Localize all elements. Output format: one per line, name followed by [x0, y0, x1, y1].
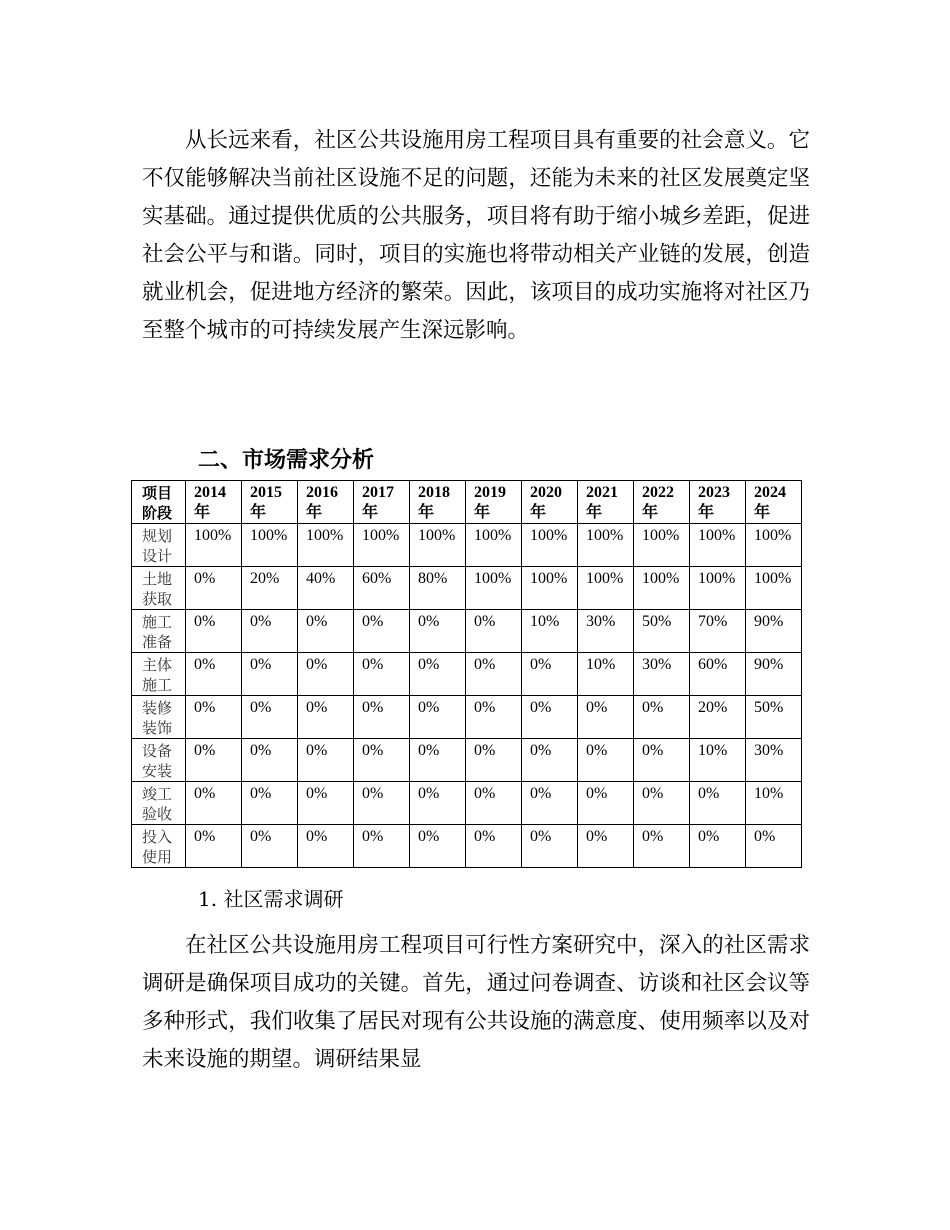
- table-cell: 10%: [522, 610, 578, 653]
- stage-label: 规划设计: [132, 524, 186, 567]
- table-cell: 20%: [242, 567, 298, 610]
- year-header: 2019年: [466, 481, 522, 524]
- table-cell: 60%: [690, 653, 746, 696]
- table-cell: 0%: [690, 782, 746, 825]
- table-row: [132, 696, 802, 739]
- table-cell: 0%: [410, 610, 466, 653]
- table-cell: 0%: [634, 825, 690, 868]
- stage-label: 土地获取: [132, 567, 186, 610]
- table-cell: 30%: [634, 653, 690, 696]
- table-cell: 100%: [746, 524, 802, 567]
- table-cell: 0%: [522, 739, 578, 782]
- table-row: [132, 825, 802, 868]
- table-cell: 90%: [746, 610, 802, 653]
- table-cell: 0%: [242, 739, 298, 782]
- table-cell: 0%: [466, 653, 522, 696]
- table-row: [132, 567, 802, 610]
- table-cell: 70%: [690, 610, 746, 653]
- year-header: 2024年: [746, 481, 802, 524]
- table-row: [132, 524, 802, 567]
- table-cell: 0%: [298, 696, 354, 739]
- table-cell: 100%: [186, 524, 242, 567]
- table-cell: 30%: [578, 610, 634, 653]
- year-header: 2018年: [410, 481, 466, 524]
- table-cell: 0%: [410, 696, 466, 739]
- table-cell: 50%: [634, 610, 690, 653]
- table-cell: 100%: [242, 524, 298, 567]
- table-cell: 0%: [354, 653, 410, 696]
- table-cell: 100%: [298, 524, 354, 567]
- table-cell: 0%: [410, 825, 466, 868]
- table-cell: 0%: [354, 825, 410, 868]
- table-cell: 30%: [746, 739, 802, 782]
- table-cell: 100%: [634, 524, 690, 567]
- table-cell: 10%: [690, 739, 746, 782]
- project-progress-table: [131, 480, 802, 868]
- table-cell: 0%: [578, 739, 634, 782]
- table-cell: 0%: [186, 653, 242, 696]
- table-cell: 0%: [186, 739, 242, 782]
- table-row: [132, 610, 802, 653]
- table-cell: 0%: [242, 653, 298, 696]
- table-cell: 0%: [242, 825, 298, 868]
- table-cell: 80%: [410, 567, 466, 610]
- stage-label: 施工准备: [132, 610, 186, 653]
- table-cell: 0%: [466, 696, 522, 739]
- table-cell: 40%: [298, 567, 354, 610]
- table-cell: 100%: [522, 524, 578, 567]
- table-cell: 0%: [186, 825, 242, 868]
- year-header: 2017年: [354, 481, 410, 524]
- table-cell: 0%: [298, 610, 354, 653]
- table-cell: 0%: [466, 739, 522, 782]
- year-header: 2021年: [578, 481, 634, 524]
- table-cell: 100%: [522, 567, 578, 610]
- table-cell: 100%: [578, 567, 634, 610]
- table-cell: 0%: [522, 782, 578, 825]
- table-cell: 0%: [578, 782, 634, 825]
- table-cell: 0%: [578, 825, 634, 868]
- table-cell: 0%: [186, 567, 242, 610]
- table-row: [132, 782, 802, 825]
- table-cell: 0%: [746, 825, 802, 868]
- table-cell: 0%: [522, 653, 578, 696]
- table-cell: 10%: [578, 653, 634, 696]
- table-cell: 0%: [298, 825, 354, 868]
- year-header: 2016年: [298, 481, 354, 524]
- stage-label: 投入使用: [132, 825, 186, 868]
- stage-label: 竣工验收: [132, 782, 186, 825]
- table-cell: 60%: [354, 567, 410, 610]
- table-cell: 20%: [690, 696, 746, 739]
- year-header: 2022年: [634, 481, 690, 524]
- table-row: [132, 653, 802, 696]
- table-cell: 0%: [354, 610, 410, 653]
- table-cell: 0%: [354, 739, 410, 782]
- table-header-row: [132, 481, 802, 524]
- year-header: 2014年: [186, 481, 242, 524]
- table-cell: 0%: [522, 696, 578, 739]
- table-cell: 100%: [690, 567, 746, 610]
- paragraph-community-survey: 在社区公共设施用房工程项目可行性方案研究中，深入的社区需求调研是确保项目成功的关键。首先，通过问卷调查、访谈和社区会议等多种形式，我们收集了居民对现有公共设施的满意度、使用频率以及对未来设施的期望。调研结果显: [142, 933, 810, 1072]
- stage-label: 设备安装: [132, 739, 186, 782]
- stage-label: 装修装饰: [132, 696, 186, 739]
- table-cell: 0%: [466, 610, 522, 653]
- table-cell: 100%: [578, 524, 634, 567]
- table-cell: 0%: [410, 782, 466, 825]
- table-cell: 0%: [410, 739, 466, 782]
- table-cell: 0%: [242, 610, 298, 653]
- year-header: 2015年: [242, 481, 298, 524]
- table-cell: 100%: [354, 524, 410, 567]
- table-cell: 0%: [522, 825, 578, 868]
- table-cell: 0%: [298, 782, 354, 825]
- section-heading-market-demand: 二、市场需求分析: [198, 448, 375, 473]
- subsection-heading-community-survey: 1. 社区需求调研: [198, 887, 344, 911]
- table-cell: 90%: [746, 653, 802, 696]
- table-cell: 0%: [466, 782, 522, 825]
- table-cell: 0%: [186, 696, 242, 739]
- table-cell: 0%: [186, 610, 242, 653]
- table-cell: 100%: [634, 567, 690, 610]
- paragraph-long-term-significance: 从长远来看，社区公共设施用房工程项目具有重要的社会意义。它不仅能够解决当前社区设施不足的问题，还能为未来的社区发展奠定坚实基础。通过提供优质的公共服务，项目将有助于缩小城乡差距，促进社会公平与和谐。同时，项目的实施也将带动相关产业链的发展，创造就业机会，促进地方经济的繁荣。因此，该项目的成功实施将对社区乃至整个城市的可持续发展产生深远影响。: [142, 128, 810, 343]
- table-cell: 50%: [746, 696, 802, 739]
- table-cell: 0%: [634, 782, 690, 825]
- table-cell: 0%: [354, 696, 410, 739]
- table-cell: 0%: [242, 696, 298, 739]
- table-cell: 0%: [186, 782, 242, 825]
- table-corner-header: 项目阶段: [132, 481, 186, 524]
- table-row: [132, 739, 802, 782]
- table-cell: 100%: [690, 524, 746, 567]
- table-cell: 0%: [354, 782, 410, 825]
- table-cell: 0%: [298, 739, 354, 782]
- table-cell: 0%: [634, 696, 690, 739]
- year-header: 2023年: [690, 481, 746, 524]
- table-cell: 0%: [578, 696, 634, 739]
- table-cell: 0%: [634, 739, 690, 782]
- table-cell: 0%: [298, 653, 354, 696]
- table-cell: 0%: [242, 782, 298, 825]
- stage-label: 主体施工: [132, 653, 186, 696]
- table-cell: 0%: [690, 825, 746, 868]
- table-cell: 10%: [746, 782, 802, 825]
- table-cell: 100%: [466, 567, 522, 610]
- table-cell: 0%: [410, 653, 466, 696]
- table-cell: 100%: [466, 524, 522, 567]
- table-cell: 100%: [410, 524, 466, 567]
- year-header: 2020年: [522, 481, 578, 524]
- table-cell: 0%: [466, 825, 522, 868]
- table-cell: 100%: [746, 567, 802, 610]
